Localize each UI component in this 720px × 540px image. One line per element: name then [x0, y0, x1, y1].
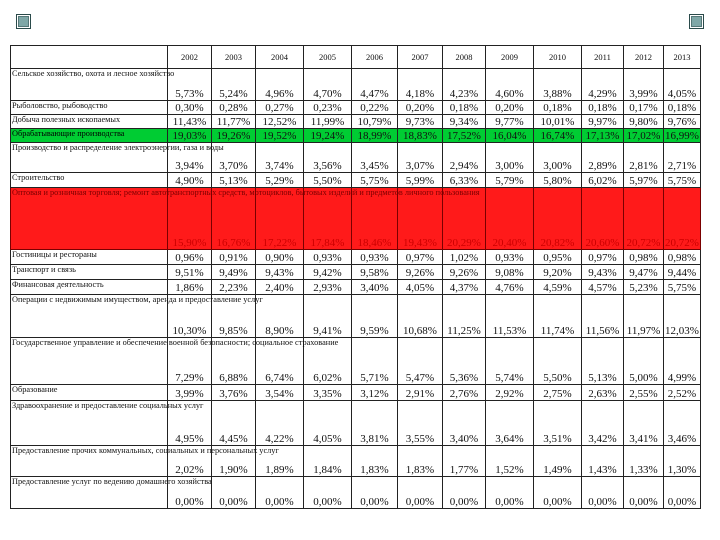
share-cell: 4,59%	[534, 280, 582, 295]
share-cell: 2,91%	[398, 385, 443, 401]
industry-label: Финансовая деятельность	[11, 280, 168, 295]
share-cell: 9,97%	[582, 115, 624, 129]
share-cell: 9,43%	[582, 265, 624, 280]
share-cell: 9,76%	[664, 115, 701, 129]
share-cell: 1,84%	[304, 446, 352, 477]
share-cell: 1,77%	[443, 446, 486, 477]
table-row	[11, 295, 701, 338]
share-cell: 2,52%	[664, 385, 701, 401]
share-cell: 19,03%	[168, 129, 212, 143]
table-row	[11, 173, 701, 188]
share-cell: 3,70%	[212, 143, 256, 173]
share-cell: 5,29%	[256, 173, 304, 188]
share-cell: 0,00%	[534, 477, 582, 509]
share-cell: 1,89%	[256, 446, 304, 477]
share-cell: 5,00%	[624, 338, 664, 385]
share-cell: 11,53%	[486, 295, 534, 338]
share-cell: 3,40%	[352, 280, 398, 295]
industry-label: Предоставление услуг по ведению домашнего хозяйства	[11, 477, 168, 509]
share-cell: 18,99%	[352, 129, 398, 143]
table-row	[11, 401, 701, 446]
industry-label: Предоставление прочих коммунальных, социальных и персональных услуг	[11, 446, 168, 477]
share-cell: 4,57%	[582, 280, 624, 295]
share-cell: 4,47%	[352, 69, 398, 101]
share-cell: 16,99%	[665, 130, 699, 142]
industry-label: Строительство	[11, 173, 168, 188]
share-cell: 3,41%	[624, 401, 664, 446]
share-cell: 3,88%	[534, 69, 582, 101]
share-cell: 1,83%	[398, 446, 443, 477]
share-cell: 1,49%	[534, 446, 582, 477]
share-cell: 17,52%	[443, 129, 486, 143]
year-header: 2003	[212, 46, 256, 69]
share-cell: 12,03%	[664, 295, 701, 338]
share-cell: 1,86%	[168, 280, 212, 295]
share-cell: 2,63%	[582, 385, 624, 401]
share-cell: 3,99%	[168, 385, 212, 401]
year-header: 2002	[168, 46, 212, 69]
share-cell: 1,83%	[352, 446, 398, 477]
share-cell: 4,29%	[582, 69, 624, 101]
share-cell: 20,60%	[582, 188, 624, 250]
share-cell: 17,22%	[256, 188, 304, 250]
share-cell: 0,17%	[624, 101, 664, 115]
share-cell: 19,43%	[398, 188, 443, 250]
share-cell: 5,13%	[582, 338, 624, 385]
slide-bullet-right-icon	[689, 14, 704, 29]
table-row	[11, 69, 701, 101]
share-cell: 19,26%	[212, 129, 256, 143]
share-cell: 0,96%	[168, 250, 212, 265]
share-cell: 0,93%	[486, 250, 534, 265]
share-cell: 1,02%	[443, 250, 486, 265]
industry-label: Гостиницы и рестораны	[11, 250, 168, 265]
year-header: 2004	[256, 46, 304, 69]
share-cell: 15,90%	[168, 188, 212, 250]
table-row	[11, 115, 701, 129]
share-cell: 0,00%	[624, 477, 664, 509]
share-cell: 0,27%	[256, 101, 304, 115]
share-cell: 11,25%	[443, 295, 486, 338]
table-row	[11, 265, 701, 280]
table-row	[11, 101, 701, 115]
slide-bullet-left-icon	[16, 14, 31, 29]
share-cell: 0,00%	[352, 477, 398, 509]
year-header: 2009	[486, 46, 534, 69]
share-cell: 0,18%	[534, 101, 582, 115]
share-cell: 3,99%	[624, 69, 664, 101]
share-cell: 18,83%	[398, 129, 443, 143]
year-header: 2011	[582, 46, 624, 69]
share-cell: 11,56%	[582, 295, 624, 338]
share-cell: 7,29%	[168, 338, 212, 385]
share-cell: 17,02%	[624, 129, 664, 143]
share-cell: 6,74%	[256, 338, 304, 385]
share-cell: 10,79%	[352, 115, 398, 129]
share-cell: 2,76%	[443, 385, 486, 401]
share-cell: 0,91%	[212, 250, 256, 265]
share-cell: 5,75%	[352, 173, 398, 188]
share-cell: 0,00%	[212, 477, 256, 509]
share-cell: 0,97%	[398, 250, 443, 265]
share-cell: 1,43%	[582, 446, 624, 477]
share-cell: 9,47%	[624, 265, 664, 280]
share-cell: 5,24%	[212, 69, 256, 101]
industry-label: Производство и распределение электроэнергии, газа и воды	[11, 143, 168, 173]
share-cell: 9,08%	[486, 265, 534, 280]
share-cell: 20,72%	[664, 188, 701, 250]
share-cell: 9,41%	[304, 295, 352, 338]
share-cell: 0,93%	[352, 250, 398, 265]
year-header: 2013	[664, 46, 701, 69]
share-cell: 4,95%	[168, 401, 212, 446]
share-cell: 4,37%	[443, 280, 486, 295]
share-cell: 0,18%	[443, 101, 486, 115]
share-cell: 17,13%	[582, 129, 624, 143]
share-cell: 11,74%	[534, 295, 582, 338]
share-cell: 2,94%	[443, 143, 486, 173]
share-cell: 9,80%	[624, 115, 664, 129]
share-cell: 0,00%	[443, 477, 486, 509]
share-cell: 10,30%	[168, 295, 212, 338]
share-cell: 0,98%	[664, 250, 701, 265]
share-cell: 10,68%	[398, 295, 443, 338]
share-cell: 0,00%	[304, 477, 352, 509]
share-cell: 0,23%	[304, 101, 352, 115]
share-cell: 1,90%	[212, 446, 256, 477]
share-cell: 20,72%	[624, 188, 664, 250]
share-cell: 0,18%	[664, 101, 701, 115]
share-cell: 2,75%	[534, 385, 582, 401]
share-cell: 10,01%	[534, 115, 582, 129]
share-cell: 5,99%	[398, 173, 443, 188]
share-cell: 9,51%	[168, 265, 212, 280]
industry-label: Транспорт и связь	[11, 265, 168, 280]
industry-label: Здравоохранение и предоставление социальных услуг	[11, 401, 168, 446]
share-cell: 9,34%	[443, 115, 486, 129]
share-cell: 0,95%	[534, 250, 582, 265]
table-row	[11, 188, 701, 250]
share-cell: 3,56%	[304, 143, 352, 173]
share-cell: 3,64%	[486, 401, 534, 446]
share-cell: 3,51%	[534, 401, 582, 446]
share-cell: 19,24%	[304, 129, 352, 143]
share-cell: 6,33%	[443, 173, 486, 188]
share-cell: 3,35%	[304, 385, 352, 401]
share-cell: 9,49%	[212, 265, 256, 280]
industry-label: Оптовая и розничная торговля; ремонт автотранспортных средств, мотоциклов, бытовых изделий и предметов личного пользования	[11, 188, 168, 250]
share-cell: 4,99%	[664, 338, 701, 385]
share-cell: 9,59%	[352, 295, 398, 338]
share-cell: 4,96%	[256, 69, 304, 101]
year-header: 2010	[534, 46, 582, 69]
share-cell: 9,26%	[398, 265, 443, 280]
table-row	[11, 477, 701, 509]
table-row	[11, 129, 701, 143]
share-cell: 11,99%	[304, 115, 352, 129]
share-cell: 0,00%	[664, 477, 701, 509]
share-cell: 3,81%	[352, 401, 398, 446]
share-cell: 12,52%	[256, 115, 304, 129]
share-cell: 2,23%	[212, 280, 256, 295]
share-cell: 5,13%	[212, 173, 256, 188]
share-cell: 4,45%	[212, 401, 256, 446]
year-header: 2005	[304, 46, 352, 69]
share-cell: 3,55%	[398, 401, 443, 446]
share-cell: 11,77%	[212, 115, 256, 129]
share-cell: 0,00%	[256, 477, 304, 509]
share-cell: 4,60%	[486, 69, 534, 101]
share-cell: 9,20%	[534, 265, 582, 280]
share-cell: 1,33%	[624, 446, 664, 477]
share-cell: 5,71%	[352, 338, 398, 385]
share-cell: 2,89%	[582, 143, 624, 173]
share-cell: 0,90%	[256, 250, 304, 265]
share-cell: 9,42%	[304, 265, 352, 280]
share-cell: 0,20%	[398, 101, 443, 115]
share-cell: 19,52%	[256, 129, 304, 143]
share-cell: 0,28%	[212, 101, 256, 115]
share-cell: 2,02%	[168, 446, 212, 477]
share-cell: 0,00%	[398, 477, 443, 509]
share-cell: 3,00%	[486, 143, 534, 173]
share-cell: 3,46%	[664, 401, 701, 446]
share-cell: 4,05%	[664, 69, 701, 101]
year-header: 2012	[624, 46, 664, 69]
industry-label: Сельское хозяйство, охота и лесное хозяйство	[11, 69, 168, 101]
share-cell: 9,85%	[212, 295, 256, 338]
share-cell: 5,75%	[664, 280, 701, 295]
year-header: 2008	[443, 46, 486, 69]
share-cell: 6,02%	[304, 338, 352, 385]
share-cell: 5,23%	[624, 280, 664, 295]
share-cell: 3,40%	[443, 401, 486, 446]
share-cell: 5,50%	[304, 173, 352, 188]
share-cell: 5,80%	[534, 173, 582, 188]
industry-label: Обрабатывающие производства	[11, 129, 168, 143]
share-cell: 5,75%	[664, 173, 701, 188]
year-header-row	[11, 46, 701, 69]
share-cell: 2,55%	[624, 385, 664, 401]
share-cell: 0,00%	[168, 477, 212, 509]
share-cell: 11,97%	[624, 295, 664, 338]
share-cell: 5,97%	[624, 173, 664, 188]
share-cell: 0,00%	[582, 477, 624, 509]
share-cell: 3,42%	[582, 401, 624, 446]
share-cell: 4,90%	[168, 173, 212, 188]
share-cell: 0,00%	[486, 477, 534, 509]
share-cell: 5,36%	[443, 338, 486, 385]
share-cell: 0,97%	[582, 250, 624, 265]
share-cell: 5,50%	[534, 338, 582, 385]
share-cell: 4,05%	[304, 401, 352, 446]
share-cell: 2,93%	[304, 280, 352, 295]
share-cell: 16,04%	[486, 129, 534, 143]
share-cell: 16,74%	[534, 129, 582, 143]
share-cell: 17,84%	[304, 188, 352, 250]
share-cell: 20,29%	[443, 188, 486, 250]
share-cell: 9,26%	[443, 265, 486, 280]
share-cell: 5,79%	[486, 173, 534, 188]
share-cell: 0,30%	[168, 101, 212, 115]
share-cell: 9,43%	[256, 265, 304, 280]
share-cell: 3,76%	[212, 385, 256, 401]
table-row	[11, 446, 701, 477]
share-cell: 0,98%	[624, 250, 664, 265]
share-cell: 2,81%	[624, 143, 664, 173]
table-row	[11, 338, 701, 385]
share-cell: 4,76%	[486, 280, 534, 295]
industry-label: Образование	[11, 385, 168, 401]
share-cell: 4,22%	[256, 401, 304, 446]
share-cell: 0,20%	[486, 101, 534, 115]
share-cell: 5,47%	[398, 338, 443, 385]
share-cell: 11,43%	[168, 115, 212, 129]
share-cell: 9,58%	[352, 265, 398, 280]
table-row	[11, 385, 701, 401]
corner-cell	[11, 46, 168, 69]
year-header: 2006	[352, 46, 398, 69]
share-cell: 0,22%	[352, 101, 398, 115]
share-cell: 3,12%	[352, 385, 398, 401]
share-cell: 4,23%	[443, 69, 486, 101]
share-cell: 18,46%	[352, 188, 398, 250]
share-cell: 4,18%	[398, 69, 443, 101]
share-cell: 2,40%	[256, 280, 304, 295]
industry-label: Операции с недвижимым имуществом, аренда и предоставление услуг	[11, 295, 168, 338]
share-cell: 3,74%	[256, 143, 304, 173]
share-cell: 9,44%	[664, 265, 701, 280]
share-cell: 6,02%	[582, 173, 624, 188]
share-cell: 2,92%	[486, 385, 534, 401]
share-cell: 0,93%	[304, 250, 352, 265]
industry-share-table	[10, 45, 701, 509]
share-cell: 5,73%	[168, 69, 212, 101]
share-cell: 4,70%	[304, 69, 352, 101]
industry-label: Государственное управление и обеспечение военной безопасности; социальное страхование	[11, 338, 168, 385]
share-cell: 2,71%	[664, 143, 701, 173]
table-row	[11, 280, 701, 295]
year-header: 2007	[398, 46, 443, 69]
table-row	[11, 143, 701, 173]
share-cell: 0,18%	[582, 101, 624, 115]
share-cell: 3,07%	[398, 143, 443, 173]
industry-label: Добыча полезных ископаемых	[11, 115, 168, 129]
share-cell: 6,88%	[212, 338, 256, 385]
share-cell: 1,30%	[664, 446, 701, 477]
table-row	[11, 250, 701, 265]
share-cell: 5,74%	[486, 338, 534, 385]
share-cell: 8,90%	[256, 295, 304, 338]
share-cell: 9,77%	[486, 115, 534, 129]
share-cell: 16,76%	[212, 188, 256, 250]
share-cell: 20,82%	[534, 188, 582, 250]
share-cell: 3,00%	[534, 143, 582, 173]
industry-label: Рыболовство, рыбоводство	[11, 101, 168, 115]
share-cell: 20,40%	[486, 188, 534, 250]
share-cell: 3,54%	[256, 385, 304, 401]
share-cell: 4,05%	[398, 280, 443, 295]
share-cell: 1,52%	[486, 446, 534, 477]
share-cell: 3,45%	[352, 143, 398, 173]
share-cell: 3,94%	[168, 143, 212, 173]
share-cell: 9,73%	[398, 115, 443, 129]
